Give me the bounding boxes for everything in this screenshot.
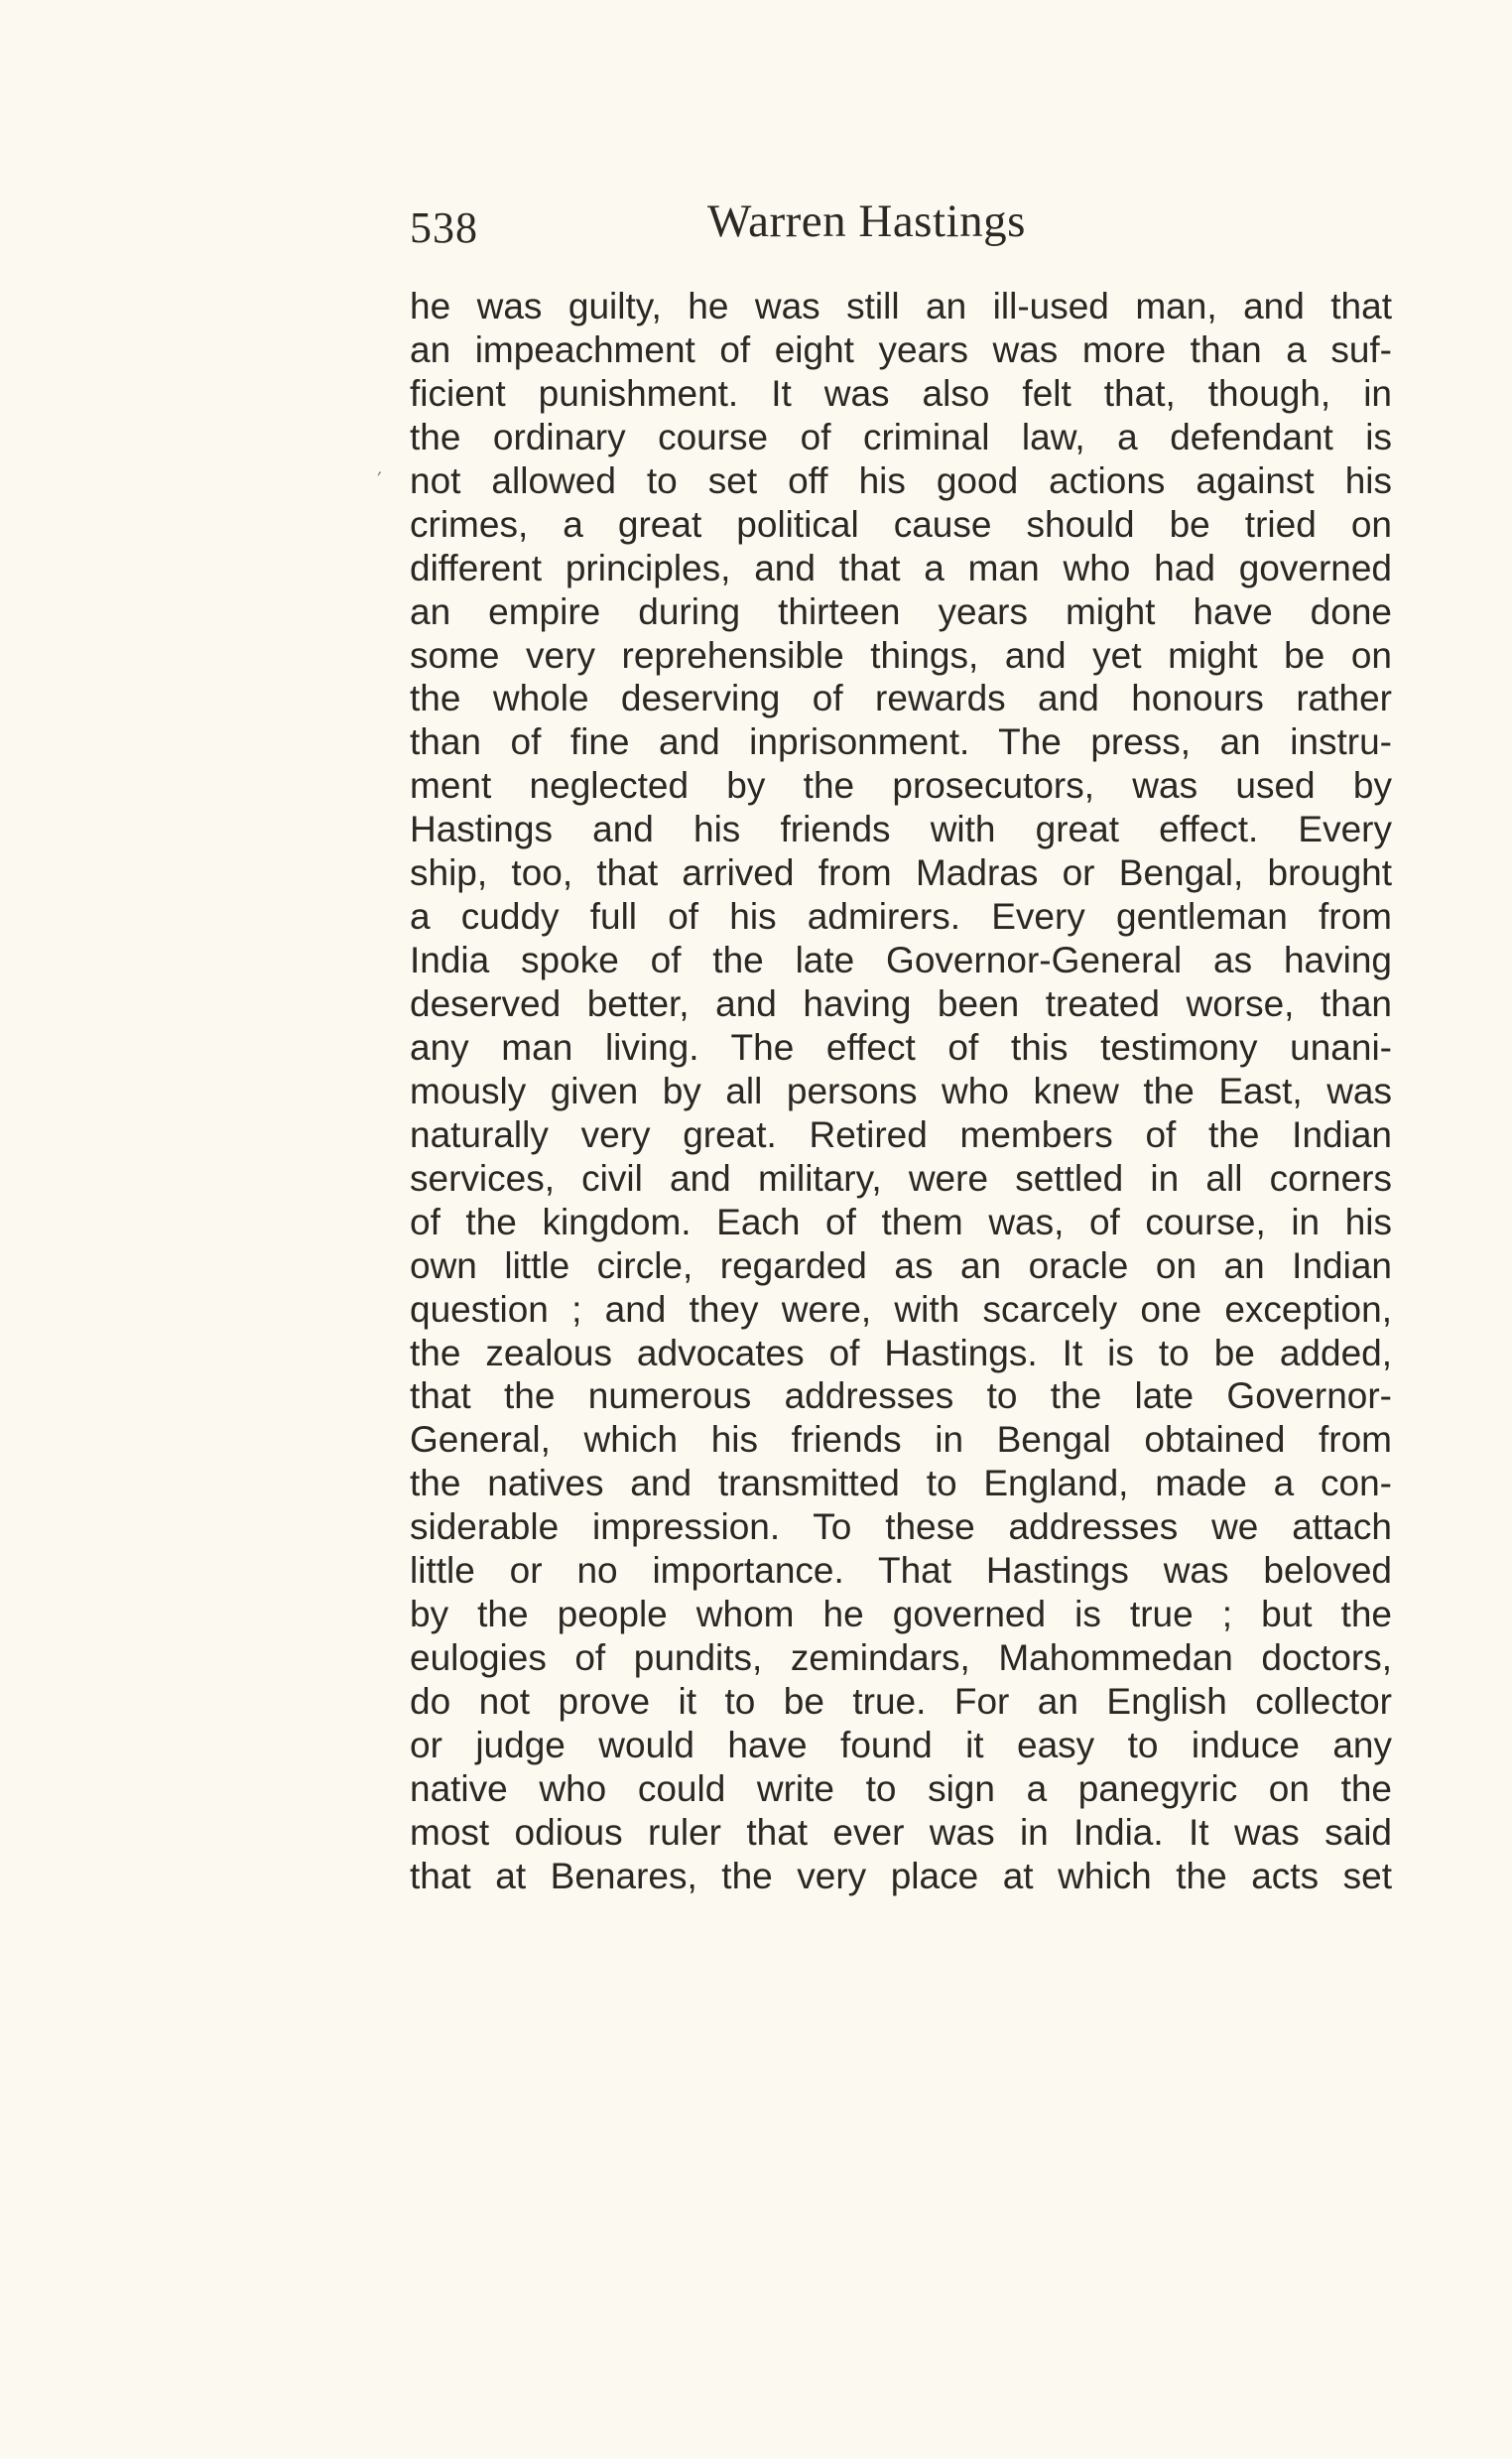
text-line: question ; and they were, with scarcely one exception, [410,1288,1392,1330]
text-line: native who could write to sign a panegyric on the [410,1767,1392,1809]
text-line: ment neglected by the prosecutors, was used by [410,765,1392,807]
text-line: little or no importance. That Hastings was beloved [410,1550,1392,1592]
text-line: he was guilty, he was still an ill-used man, and that [410,286,1392,326]
text-line: services, civil and military, were settled in all corners [410,1157,1392,1199]
text-line: ficient punishment. It was also felt that, though, in [410,372,1392,414]
text-line: deserved better, and having been treated worse, than [410,983,1392,1024]
text-line: Hastings and his friends with great effect. Every [410,809,1392,850]
text-line: ship, too, that arrived from Madras or Bengal, brought [410,852,1392,894]
text-line: not allowed to set off his good actions against his [410,459,1392,501]
text-line: crimes, a great political cause should be tried on [410,503,1392,545]
running-title: Warren Hastings [707,195,1026,247]
text-line: mously given by all persons who knew the East, was [410,1070,1392,1111]
text-line: General, which his friends in Bengal obtained from [410,1419,1392,1461]
text-line: by the people whom he governed is true ; but the [410,1594,1392,1635]
page-number: 538 [410,203,478,252]
text-line: India spoke of the late Governor-General as having [410,940,1392,981]
text-line: the whole deserving of rewards and honours rather [410,678,1392,719]
text-line: own little circle, regarded as an oracle on an Indian [410,1244,1392,1286]
text-line: most odious ruler that ever was in India. It was said [410,1811,1392,1853]
margin-pencil-mark: ′ [377,469,382,494]
text-line: eulogies of pundits, zemindars, Mahommedan doctors, [410,1637,1392,1679]
text-line: naturally very great. Retired members of the Indian [410,1113,1392,1155]
text-line: an impeachment of eight years was more than a suf- [410,328,1392,370]
text-line: siderable impression. To these addresses we attach [410,1506,1392,1548]
text-line: the zealous advocates of Hastings. It is to be added, [410,1332,1392,1373]
text-line: of the kingdom. Each of them was, of course, in his [410,1201,1392,1242]
page-header [410,194,1084,254]
text-line: that at Benares, the very place at which the acts set [410,1855,1392,1896]
text-line: different principles, and that a man who had governed [410,547,1392,588]
body-text [410,285,1392,1898]
text-line: an empire during thirteen years might have done [410,590,1392,632]
text-line: the ordinary course of criminal law, a defendant is [410,416,1392,457]
text-line: do not prove it to be true. For an English collector [410,1681,1392,1722]
text-line: than of fine and inprisonment. The press, an instru- [410,721,1392,763]
text-line: or judge would have found it easy to induce any [410,1724,1392,1765]
text-line: a cuddy full of his admirers. Every gentleman from [410,896,1392,938]
text-line: that the numerous addresses to the late Governor- [410,1375,1392,1417]
text-line: any man living. The effect of this testimony unani- [410,1026,1392,1068]
text-line: some very reprehensible things, and yet might be on [410,634,1392,676]
text-line: the natives and transmitted to England, made a con- [410,1463,1392,1504]
